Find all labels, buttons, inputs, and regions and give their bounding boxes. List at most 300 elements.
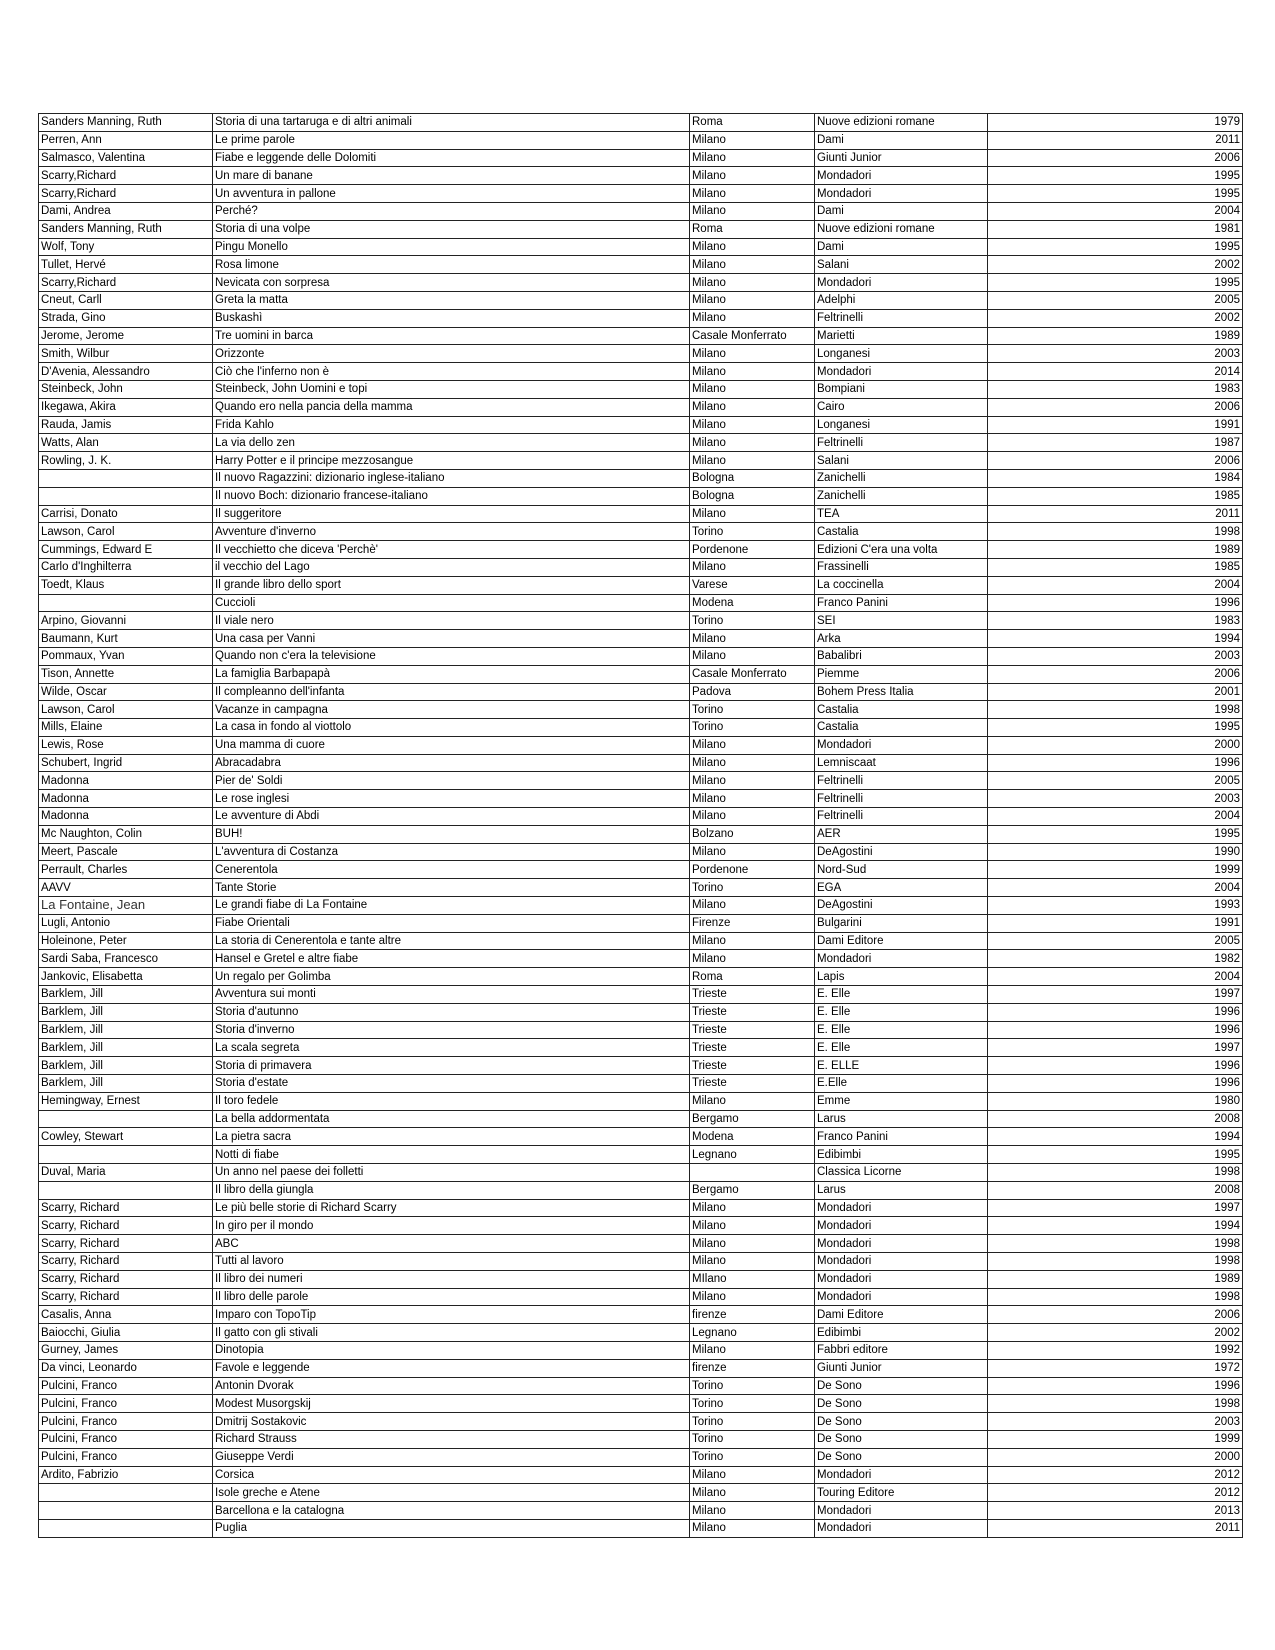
publisher-cell: Mondadori [815,1466,988,1484]
title-cell: Buskashì [213,309,690,327]
title-cell: Pingu Monello [213,238,690,256]
publisher-cell: Dami Editore [815,1306,988,1324]
table-row [39,345,1243,363]
publisher-cell: Bompiani [815,380,988,398]
title-cell: Cenerentola [213,861,690,879]
title-cell: Il libro delle parole [213,1288,690,1306]
author-cell: Lewis, Rose [39,736,213,754]
author-cell: Jankovic, Elisabetta [39,968,213,986]
city-cell: Milano [690,380,815,398]
publisher-cell: DeAgostini [815,843,988,861]
table-row [39,1377,1243,1395]
title-cell: Tante Storie [213,879,690,897]
table-row [39,754,1243,772]
title-cell: Frida Kahlo [213,416,690,434]
table-row [39,1270,1243,1288]
table-row [39,1164,1243,1182]
year-cell: 1981 [988,220,1243,238]
author-cell: Ikegawa, Akira [39,398,213,416]
author-cell: Meert, Pascale [39,843,213,861]
table-row [39,1395,1243,1413]
author-cell: Pulcini, Franco [39,1395,213,1413]
city-cell: Milano [690,630,815,648]
author-cell: Scarry,Richard [39,167,213,185]
author-cell: Barklem, Jill [39,1021,213,1039]
title-cell: Le prime parole [213,131,690,149]
publisher-cell: E. Elle [815,986,988,1004]
year-cell: 1998 [988,1395,1243,1413]
table-row [39,131,1243,149]
publisher-cell: Castalia [815,523,988,541]
table-row [39,1448,1243,1466]
publisher-cell: Castalia [815,719,988,737]
year-cell: 1994 [988,1217,1243,1235]
table-row [39,1235,1243,1253]
title-cell: Rosa limone [213,256,690,274]
title-cell: Il grande libro dello sport [213,576,690,594]
year-cell: 1993 [988,897,1243,915]
table-row [39,523,1243,541]
year-cell: 2008 [988,1110,1243,1128]
publisher-cell: Mondadori [815,185,988,203]
publisher-cell: Mondadori [815,1288,988,1306]
city-cell: Trieste [690,1075,815,1093]
publisher-cell: Edibimbi [815,1324,988,1342]
year-cell: 1996 [988,1057,1243,1075]
author-cell: Arpino, Giovanni [39,612,213,630]
author-cell: Scarry, Richard [39,1217,213,1235]
publisher-cell: Mondadori [815,274,988,292]
publisher-cell: Mondadori [815,1253,988,1271]
table-row [39,879,1243,897]
year-cell: 1995 [988,185,1243,203]
publisher-cell: Feltrinelli [815,309,988,327]
title-cell: Richard Strauss [213,1430,690,1448]
publisher-cell: Mondadori [815,1199,988,1217]
author-cell: Madonna [39,772,213,790]
author-cell: Rowling, J. K. [39,452,213,470]
table-row [39,327,1243,345]
title-cell: Fiabe e leggende delle Dolomiti [213,149,690,167]
title-cell: Abracadabra [213,754,690,772]
title-cell: Imparo con TopoTip [213,1306,690,1324]
title-cell: Barcellona e la catalogna [213,1502,690,1520]
title-cell: Antonin Dvorak [213,1377,690,1395]
author-cell: Madonna [39,808,213,826]
city-cell: Trieste [690,1021,815,1039]
author-cell: Gurney, James [39,1341,213,1359]
city-cell: Milano [690,1288,815,1306]
table-row [39,1306,1243,1324]
table-row [39,594,1243,612]
publisher-cell: TEA [815,505,988,523]
author-cell [39,487,213,505]
city-cell: Torino [690,1377,815,1395]
author-cell: Hemingway, Ernest [39,1092,213,1110]
title-cell: Storia di primavera [213,1057,690,1075]
year-cell: 1998 [988,523,1243,541]
publisher-cell: Dami [815,238,988,256]
author-cell [39,1181,213,1199]
table-row [39,1075,1243,1093]
table-row [39,274,1243,292]
author-cell: Barklem, Jill [39,1057,213,1075]
city-cell: Milano [690,1217,815,1235]
author-cell: Pulcini, Franco [39,1448,213,1466]
city-cell: Torino [690,1430,815,1448]
publisher-cell: De Sono [815,1377,988,1395]
year-cell: 2004 [988,968,1243,986]
table-row [39,1519,1243,1537]
table-row [39,220,1243,238]
publisher-cell: Giunti Junior [815,149,988,167]
title-cell: Un regalo per Golimba [213,968,690,986]
table-row [39,1466,1243,1484]
title-cell: Giuseppe Verdi [213,1448,690,1466]
city-cell: Milano [690,309,815,327]
publisher-cell: Cairo [815,398,988,416]
author-cell [39,1519,213,1537]
year-cell: 1984 [988,469,1243,487]
city-cell: Milano [690,131,815,149]
author-cell: Wilde, Oscar [39,683,213,701]
table-row [39,719,1243,737]
publisher-cell: Larus [815,1181,988,1199]
publisher-cell: Larus [815,1110,988,1128]
author-cell: Tison, Annette [39,665,213,683]
year-cell: 2000 [988,736,1243,754]
year-cell: 1989 [988,541,1243,559]
title-cell: Isole greche e Atene [213,1484,690,1502]
publisher-cell: AER [815,825,988,843]
table-row [39,416,1243,434]
author-cell: Holeinone, Peter [39,932,213,950]
city-cell: Milano [690,291,815,309]
title-cell: Il toro fedele [213,1092,690,1110]
city-cell: Milano [690,1235,815,1253]
year-cell: 1979 [988,114,1243,132]
title-cell: La via dello zen [213,434,690,452]
city-cell: firenze [690,1306,815,1324]
title-cell: Fiabe Orientali [213,914,690,932]
year-cell: 1989 [988,1270,1243,1288]
year-cell: 1995 [988,825,1243,843]
table-row [39,363,1243,381]
publisher-cell: Babalibri [815,647,988,665]
title-cell: La pietra sacra [213,1128,690,1146]
table-row [39,968,1243,986]
title-cell: Hansel e Gretel e altre fiabe [213,950,690,968]
author-cell: Lawson, Carol [39,701,213,719]
city-cell: Milano [690,790,815,808]
table-row [39,291,1243,309]
author-cell: Cummings, Edward E [39,541,213,559]
author-cell: Ardito, Fabrizio [39,1466,213,1484]
title-cell: Cuccioli [213,594,690,612]
table-row [39,1181,1243,1199]
publisher-cell: Mondadori [815,1217,988,1235]
table-row [39,986,1243,1004]
year-cell: 1996 [988,594,1243,612]
publisher-cell: Adelphi [815,291,988,309]
city-cell: Milano [690,416,815,434]
title-cell: In giro per il mondo [213,1217,690,1235]
table-row [39,825,1243,843]
title-cell: Greta la matta [213,291,690,309]
publisher-cell: Frassinelli [815,558,988,576]
year-cell: 2005 [988,772,1243,790]
table-row [39,897,1243,915]
publisher-cell: Mondadori [815,1502,988,1520]
title-cell: Il suggeritore [213,505,690,523]
author-cell: Scarry, Richard [39,1235,213,1253]
city-cell: Torino [690,523,815,541]
author-cell: Cowley, Stewart [39,1128,213,1146]
title-cell: Harry Potter e il principe mezzosangue [213,452,690,470]
publisher-cell: Mondadori [815,736,988,754]
title-cell: La famiglia Barbapapà [213,665,690,683]
title-cell: Un anno nel paese dei folletti [213,1164,690,1182]
publisher-cell: Dami Editore [815,932,988,950]
year-cell: 1996 [988,1021,1243,1039]
year-cell: 2008 [988,1181,1243,1199]
author-cell: Pulcini, Franco [39,1377,213,1395]
title-cell: Storia d'inverno [213,1021,690,1039]
publisher-cell: Piemme [815,665,988,683]
year-cell: 2002 [988,256,1243,274]
table-row [39,772,1243,790]
table-row [39,1484,1243,1502]
city-cell: Casale Monferrato [690,665,815,683]
publisher-cell: Touring Editore [815,1484,988,1502]
table-row [39,1217,1243,1235]
year-cell: 1983 [988,612,1243,630]
year-cell: 1999 [988,861,1243,879]
table-row [39,1039,1243,1057]
year-cell: 2003 [988,345,1243,363]
year-cell: 2006 [988,149,1243,167]
year-cell: 1989 [988,327,1243,345]
author-cell: D'Avenia, Alessandro [39,363,213,381]
year-cell: 1997 [988,1039,1243,1057]
city-cell: Modena [690,1128,815,1146]
table-row [39,380,1243,398]
title-cell: Nevicata con sorpresa [213,274,690,292]
table-row [39,1110,1243,1128]
year-cell: 1991 [988,416,1243,434]
publisher-cell: De Sono [815,1395,988,1413]
year-cell: 1996 [988,1377,1243,1395]
city-cell: Milano [690,434,815,452]
title-cell: Il viale nero [213,612,690,630]
city-cell: Milano [690,1341,815,1359]
table-row [39,1288,1243,1306]
author-cell [39,1146,213,1164]
year-cell: 2006 [988,452,1243,470]
city-cell: Roma [690,968,815,986]
publisher-cell: E. ELLE [815,1057,988,1075]
author-cell: Da vinci, Leonardo [39,1359,213,1377]
city-cell: Milano [690,452,815,470]
table-row [39,114,1243,132]
author-cell: Perren, Ann [39,131,213,149]
title-cell: BUH! [213,825,690,843]
title-cell: Le più belle storie di Richard Scarry [213,1199,690,1217]
publisher-cell: Salani [815,256,988,274]
title-cell: Corsica [213,1466,690,1484]
city-cell: Milano [690,1484,815,1502]
year-cell: 1995 [988,238,1243,256]
year-cell: 2003 [988,790,1243,808]
author-cell: Barklem, Jill [39,1039,213,1057]
publisher-cell: Lapis [815,968,988,986]
table-row [39,256,1243,274]
year-cell: 2011 [988,131,1243,149]
title-cell: Perché? [213,202,690,220]
title-cell: Quando non c'era la televisione [213,647,690,665]
title-cell: Il gatto con gli stivali [213,1324,690,1342]
table-row [39,558,1243,576]
year-cell: 2003 [988,647,1243,665]
title-cell: Pier de' Soldi [213,772,690,790]
city-cell: Milano [690,754,815,772]
author-cell: Scarry, Richard [39,1199,213,1217]
year-cell: 2005 [988,291,1243,309]
year-cell: 2003 [988,1413,1243,1431]
year-cell: 2006 [988,665,1243,683]
city-cell: Bolzano [690,825,815,843]
year-cell: 1997 [988,1199,1243,1217]
title-cell: Dmitrij Sostakovic [213,1413,690,1431]
book-catalog-table [38,113,1243,1538]
table-row [39,185,1243,203]
table-row [39,914,1243,932]
author-cell: Schubert, Ingrid [39,754,213,772]
table-row [39,202,1243,220]
author-cell: Mills, Elaine [39,719,213,737]
year-cell: 1995 [988,719,1243,737]
table-row [39,612,1243,630]
city-cell: Milano [690,238,815,256]
author-cell [39,594,213,612]
city-cell: Milano [690,736,815,754]
year-cell: 1996 [988,1075,1243,1093]
publisher-cell: Mondadori [815,1270,988,1288]
city-cell: Milano [690,558,815,576]
city-cell: Milano [690,932,815,950]
publisher-cell: Mondadori [815,363,988,381]
year-cell: 1982 [988,950,1243,968]
title-cell: La scala segreta [213,1039,690,1057]
publisher-cell: Nuove edizioni romane [815,220,988,238]
author-cell: Carrisi, Donato [39,505,213,523]
author-cell: Wolf, Tony [39,238,213,256]
publisher-cell: E. Elle [815,1039,988,1057]
title-cell: Orizzonte [213,345,690,363]
author-cell: Barklem, Jill [39,1075,213,1093]
title-cell: Una mamma di cuore [213,736,690,754]
city-cell: Milano [690,1199,815,1217]
author-cell: Watts, Alan [39,434,213,452]
city-cell: Roma [690,114,815,132]
author-cell: Mc Naughton, Colin [39,825,213,843]
city-cell: Milano [690,1253,815,1271]
author-cell: Casalis, Anna [39,1306,213,1324]
title-cell: Le grandi fiabe di La Fontaine [213,897,690,915]
city-cell: Bergamo [690,1110,815,1128]
table-row [39,1430,1243,1448]
publisher-cell: E. Elle [815,1003,988,1021]
author-cell: Scarry, Richard [39,1288,213,1306]
author-cell: Steinbeck, John [39,380,213,398]
year-cell: 2002 [988,309,1243,327]
city-cell: Torino [690,879,815,897]
title-cell: Modest Musorgskij [213,1395,690,1413]
year-cell: 2004 [988,879,1243,897]
year-cell: 1997 [988,986,1243,1004]
title-cell: L'avventura di Costanza [213,843,690,861]
author-cell: Barklem, Jill [39,986,213,1004]
table-row [39,683,1243,701]
author-cell: Barklem, Jill [39,1003,213,1021]
publisher-cell: Mondadori [815,1235,988,1253]
city-cell: Trieste [690,986,815,1004]
city-cell: Modena [690,594,815,612]
title-cell: Il nuovo Ragazzini: dizionario inglese-italiano [213,469,690,487]
table-row [39,541,1243,559]
title-cell: Puglia [213,1519,690,1537]
publisher-cell: Lemniscaat [815,754,988,772]
author-cell: Smith, Wilbur [39,345,213,363]
year-cell: 1980 [988,1092,1243,1110]
city-cell: Roma [690,220,815,238]
publisher-cell: Longanesi [815,345,988,363]
title-cell: Il vecchietto che diceva 'Perchè' [213,541,690,559]
title-cell: Avventura sui monti [213,986,690,1004]
city-cell: Bologna [690,487,815,505]
publisher-cell: Fabbri editore [815,1341,988,1359]
publisher-cell: Feltrinelli [815,772,988,790]
author-cell: AAVV [39,879,213,897]
city-cell: Pordenone [690,541,815,559]
city-cell: Milano [690,256,815,274]
table-row [39,1502,1243,1520]
title-cell: Steinbeck, John Uomini e topi [213,380,690,398]
year-cell: 1985 [988,487,1243,505]
city-cell: Torino [690,612,815,630]
year-cell: 1998 [988,1288,1243,1306]
table-row [39,861,1243,879]
publisher-cell: E. Elle [815,1021,988,1039]
author-cell: Dami, Andrea [39,202,213,220]
author-cell: Sanders Manning, Ruth [39,114,213,132]
publisher-cell: Feltrinelli [815,434,988,452]
title-cell: Tutti al lavoro [213,1253,690,1271]
table-row [39,167,1243,185]
year-cell: 1995 [988,274,1243,292]
table-row [39,843,1243,861]
title-cell: La storia di Cenerentola e tante altre [213,932,690,950]
year-cell: 1998 [988,1253,1243,1271]
city-cell: Trieste [690,1057,815,1075]
publisher-cell: Dami [815,131,988,149]
publisher-cell: Franco Panini [815,594,988,612]
table-row [39,452,1243,470]
year-cell: 1994 [988,630,1243,648]
author-cell: Tullet, Hervé [39,256,213,274]
author-cell: Sanders Manning, Ruth [39,220,213,238]
publisher-cell: SEI [815,612,988,630]
